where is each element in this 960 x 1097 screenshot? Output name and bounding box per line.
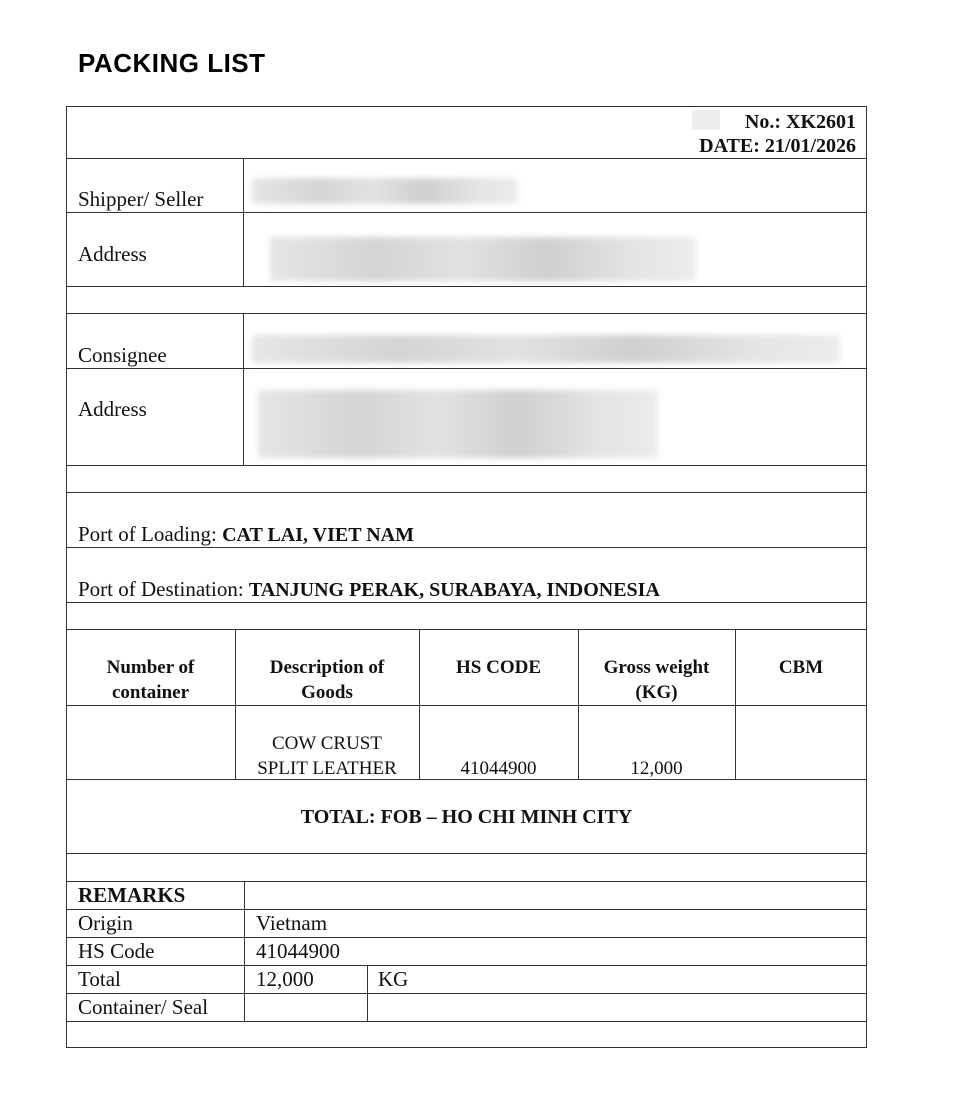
document-number: No.: XK2601 <box>744 111 856 133</box>
divider <box>66 547 867 548</box>
port-of-destination-label: Port of Destination: <box>78 577 249 601</box>
divider <box>66 881 867 882</box>
remarks-total-value: 12,000 <box>256 967 314 991</box>
port-of-loading <box>78 524 414 545</box>
divider <box>66 158 867 159</box>
remarks-container-seal-label: Container/ Seal <box>78 995 209 1019</box>
divider <box>66 1021 867 1022</box>
divider <box>243 158 244 286</box>
divider <box>244 881 245 1021</box>
divider <box>66 368 867 369</box>
divider <box>66 937 867 938</box>
divider <box>66 629 867 630</box>
goods-gross-weight: 12,000 <box>630 758 683 779</box>
port-of-loading-label: Port of Loading: <box>78 522 223 546</box>
consignee-address-redacted <box>258 390 658 458</box>
divider <box>66 492 867 493</box>
column-header-hs-code: HS CODE <box>456 657 541 678</box>
remarks-origin-label: Origin <box>78 911 133 935</box>
column-header-cbm: CBM <box>778 657 824 678</box>
document-date: DATE: 21/01/2026 <box>699 135 856 157</box>
divider <box>66 965 867 966</box>
port-of-destination <box>78 579 660 600</box>
goods-hs-code: 41044900 <box>460 758 537 779</box>
divider <box>367 965 368 1021</box>
shipper-address-label: Address <box>78 242 147 266</box>
divider <box>66 909 867 910</box>
divider <box>735 629 736 779</box>
shipper-address-redacted <box>270 237 696 281</box>
shipper-label: Shipper/ Seller <box>78 187 204 211</box>
column-header-containers: Number of container <box>106 657 195 703</box>
port-of-loading-value: CAT LAI, VIET NAM <box>222 524 414 546</box>
divider <box>66 705 867 706</box>
consignee-label: Consignee <box>78 343 167 367</box>
page-title: PACKING LIST <box>78 48 266 78</box>
divider <box>243 313 244 465</box>
divider <box>66 465 867 466</box>
remarks-hs-code-value: 41044900 <box>256 939 340 963</box>
port-of-destination-value: TANJUNG PERAK, SURABAYA, INDONESIA <box>248 579 660 601</box>
remarks-hs-code-label: HS Code <box>78 939 155 963</box>
redacted-mark <box>692 110 720 130</box>
goods-description: COW CRUST SPLIT LEATHER <box>257 733 397 779</box>
remarks-heading: REMARKS <box>78 883 186 907</box>
remarks-origin-value: Vietnam <box>256 911 328 935</box>
divider <box>66 853 867 854</box>
divider <box>66 313 867 314</box>
shipper-value-redacted <box>252 178 518 204</box>
remarks-total-unit: KG <box>378 967 409 991</box>
column-header-description: Description of Goods <box>269 657 385 703</box>
divider <box>66 993 867 994</box>
divider <box>66 286 867 287</box>
consignee-address-label: Address <box>78 397 147 421</box>
total-label: TOTAL: FOB – HO CHI MINH CITY <box>300 806 633 828</box>
divider <box>66 602 867 603</box>
divider <box>66 212 867 213</box>
column-header-gross-weight: Gross weight (KG) <box>603 657 710 703</box>
remarks-total-label: Total <box>78 967 121 991</box>
consignee-value-redacted <box>252 335 840 363</box>
